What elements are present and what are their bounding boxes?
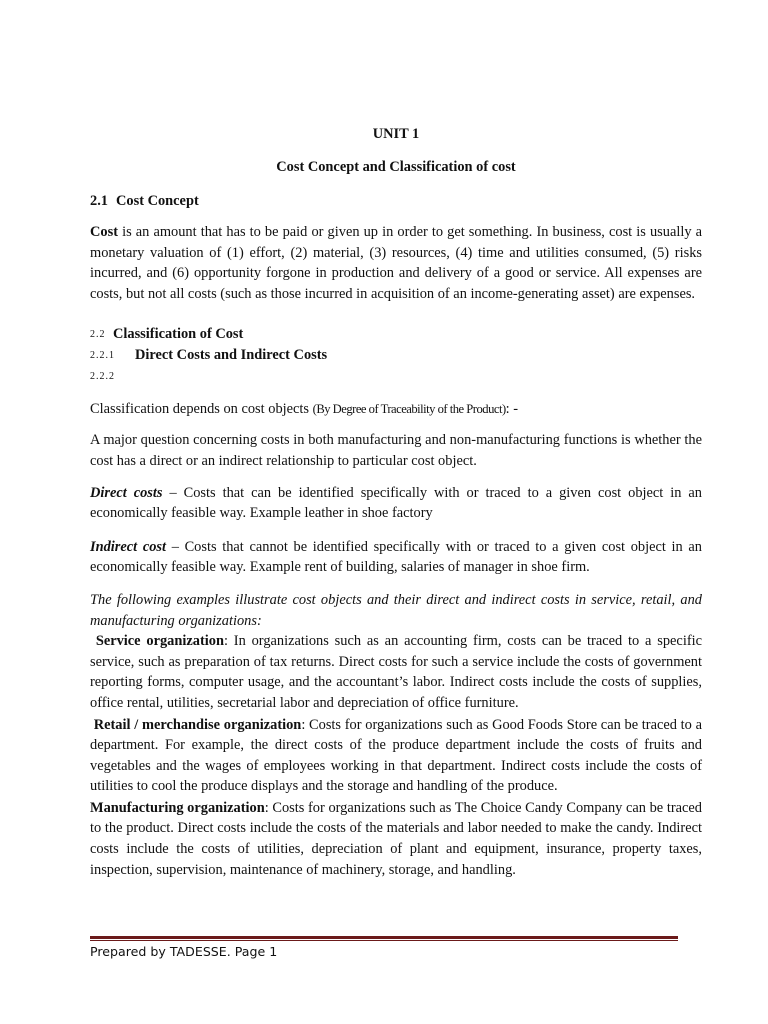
classification-lead: Classification depends on cost objects — [90, 401, 313, 418]
outline-number: 2.2.1 — [90, 350, 115, 362]
service-organization-text: : In organizations such as an accounting firm, costs can be traced to a specific service, such as preparation of tax returns. Direct costs for such a service include the costs of government reporting forms, computer usage, and the accountant’s labor. Indirect costs include the costs of supplies, office rental, utilities, secretarial labor and depreciation of office furniture. — [90, 633, 702, 711]
direct-costs-term: Direct costs — [90, 484, 163, 501]
section-heading-text: Cost Concept — [116, 193, 199, 209]
outline-item-direct-indirect — [90, 345, 702, 366]
unit-title: UNIT 1 — [372, 126, 420, 142]
indirect-cost-text: – Costs that cannot be identified specifically with or traced to a given cost object in an economically feasible way. Example rent of building, salaries of manager in shoe firm. — [90, 538, 702, 576]
outline-list — [90, 324, 702, 387]
footer-rule — [90, 936, 678, 942]
section-number: 2.1 — [90, 193, 108, 209]
cost-definition-paragraph — [90, 222, 702, 304]
manufacturing-organization-term: Manufacturing organization — [90, 799, 265, 816]
indirect-cost-paragraph — [90, 537, 702, 578]
retail-organization-text: : Costs for organizations such as Good Foods Store can be traced to a department. For example, the direct costs of the produce department include the costs of fruits and vegetables and the wages of employees working in that department. Indirect costs include the costs of utilities to cool the produce displays and the storage and handling of the produce. — [90, 716, 702, 795]
outline-item-empty — [90, 366, 702, 387]
cost-term: Cost — [90, 224, 118, 240]
service-organization-term: Service organization — [95, 633, 224, 650]
cost-definition-text: is an amount that has to be paid or given up in order to get something. In business, cost is usually a monetary valuation of (1) effort, (2) material, (3) resources, (4) time and utilities consumed, (5) risks incurred, and (6) opportunity forgone in production and delivery of a good or service. All expenses are costs, but not all costs (such as those incurred in acquisition of an income-generating asset) are expenses. — [90, 224, 702, 302]
examples-intro-paragraph: The following examples illustrate cost objects and their direct and indirect costs in service, retail, and manufacturing organizations: — [90, 591, 702, 629]
major-question-paragraph: A major question concerning costs in both manufacturing and non-manufacturing functions is whether the cost has a direct or an indirect relationship to particular cost object. — [90, 432, 702, 469]
direct-costs-text: – Costs that can be identified specifically with or traced to a given cost object in an economically feasible way. Example leather in shoe factory — [90, 484, 702, 522]
outline-heading: Classification of Cost — [113, 326, 244, 343]
classification-tail: : - — [505, 401, 519, 418]
retail-organization-term: Retail / merchandise organization — [93, 716, 302, 733]
page-content — [90, 122, 702, 880]
footer-rule-thin — [90, 940, 678, 941]
indirect-cost-term: Indirect cost — [90, 538, 167, 555]
outline-number: 2.2 — [90, 329, 106, 341]
classification-paren: (By Degree of Traceability of the Product) — [312, 402, 506, 417]
manufacturing-organization-paragraph — [90, 798, 702, 880]
retail-organization-paragraph — [90, 715, 702, 797]
manufacturing-organization-text: : Costs for organizations such as The Choice Candy Company can be traced to the product. Direct costs include the costs of the materials and labor needed to make the candy. Indirect costs include the costs of utilities, depreciation of plant and equipment, insurance, property taxes, inspection, supervision, maintenance of machinery, storage, and handling. — [90, 799, 702, 878]
outline-number: 2.2.2 — [90, 371, 115, 383]
outline-item-classification — [90, 324, 702, 345]
classification-line — [90, 399, 702, 419]
page-footer: Prepared by TADESSE. Page 1 — [90, 944, 278, 959]
document-title: Cost Concept and Classification of cost — [276, 159, 516, 175]
section-heading-cost-concept — [90, 189, 702, 213]
direct-costs-paragraph — [90, 483, 702, 524]
footer-rule-thick — [90, 936, 678, 939]
outline-heading: Direct Costs and Indirect Costs — [135, 347, 328, 364]
service-organization-paragraph — [90, 631, 702, 713]
